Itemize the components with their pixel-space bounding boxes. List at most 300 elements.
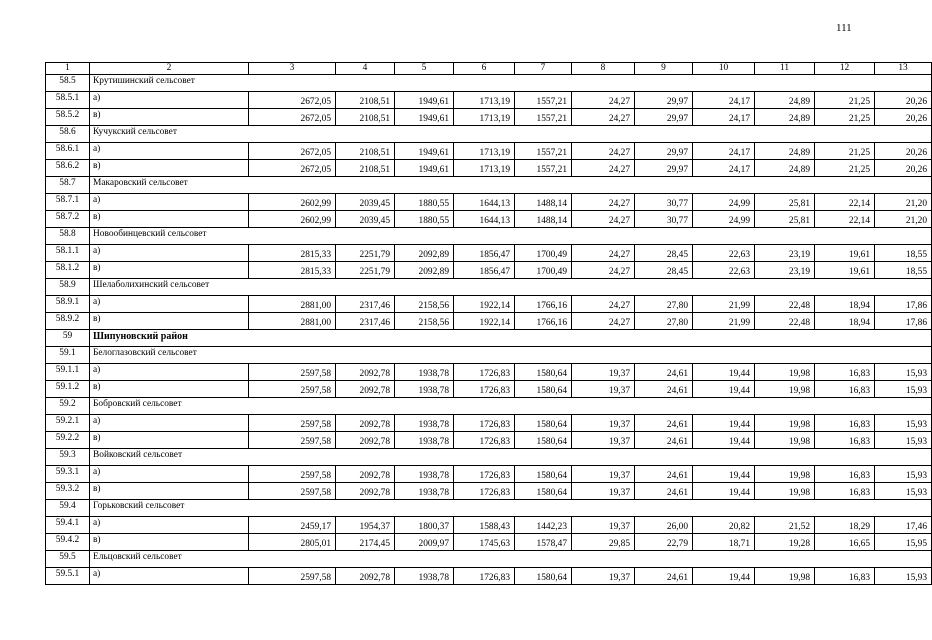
value-cell: 1954,37 (336, 517, 395, 534)
value-cell: 2092,78 (336, 381, 395, 398)
table-row (46, 568, 932, 585)
table-row (46, 466, 932, 483)
value-cell: 2672,05 (249, 92, 336, 109)
value-cell: 24,17 (693, 109, 755, 126)
section-row (46, 177, 932, 194)
value-cell: 24,61 (635, 415, 693, 432)
value-cell: 27,80 (635, 313, 693, 330)
value-cell: 1726,83 (454, 381, 515, 398)
value-cell: 21,25 (815, 143, 875, 160)
row-code: 58.5.1 (46, 92, 90, 109)
row-name: в) (90, 109, 249, 126)
value-cell: 24,61 (635, 466, 693, 483)
row-name: в) (90, 313, 249, 330)
value-cell: 25,81 (755, 211, 815, 228)
section-row (46, 279, 932, 296)
value-cell: 1726,83 (454, 364, 515, 381)
section-row (46, 449, 932, 466)
row-name: в) (90, 432, 249, 449)
row-code: 58.8 (46, 228, 90, 245)
value-cell: 15,93 (875, 381, 932, 398)
table-row (46, 262, 932, 279)
value-cell: 2092,89 (395, 245, 454, 262)
row-code: 58.9.2 (46, 313, 90, 330)
row-name: а) (90, 194, 249, 211)
value-cell: 24,27 (572, 143, 635, 160)
district-row (46, 330, 932, 347)
row-name: Новообинцевский сельсовет (90, 228, 932, 245)
value-cell: 1726,83 (454, 466, 515, 483)
value-cell: 24,27 (572, 92, 635, 109)
table-row (46, 296, 932, 313)
value-cell: 1938,78 (395, 364, 454, 381)
value-cell: 1880,55 (395, 194, 454, 211)
value-cell: 19,98 (755, 364, 815, 381)
value-cell: 19,37 (572, 483, 635, 500)
value-cell: 30,77 (635, 194, 693, 211)
value-cell: 1949,61 (395, 160, 454, 177)
value-cell: 2039,45 (336, 194, 395, 211)
value-cell: 2108,51 (336, 92, 395, 109)
value-cell: 1938,78 (395, 432, 454, 449)
table-row (46, 194, 932, 211)
value-cell: 1856,47 (454, 262, 515, 279)
value-cell: 24,89 (755, 109, 815, 126)
row-code: 59.5 (46, 551, 90, 568)
column-header: 4 (336, 63, 395, 75)
value-cell: 15,93 (875, 466, 932, 483)
value-cell: 2251,79 (336, 262, 395, 279)
value-cell: 19,44 (693, 432, 755, 449)
value-cell: 22,48 (755, 313, 815, 330)
value-cell: 1713,19 (454, 92, 515, 109)
value-cell: 1938,78 (395, 381, 454, 398)
row-code: 59 (46, 330, 90, 347)
row-code: 59.4.1 (46, 517, 90, 534)
value-cell: 1557,21 (515, 160, 572, 177)
value-cell: 2108,51 (336, 160, 395, 177)
row-code: 58.1.2 (46, 262, 90, 279)
value-cell: 24,17 (693, 160, 755, 177)
value-cell: 2092,78 (336, 415, 395, 432)
value-cell: 19,98 (755, 466, 815, 483)
value-cell: 2317,46 (336, 296, 395, 313)
table-row (46, 483, 932, 500)
value-cell: 22,63 (693, 262, 755, 279)
value-cell: 1800,37 (395, 517, 454, 534)
section-row (46, 551, 932, 568)
value-cell: 1644,13 (454, 211, 515, 228)
value-cell: 15,93 (875, 483, 932, 500)
row-code: 59.1.2 (46, 381, 90, 398)
value-cell: 24,27 (572, 211, 635, 228)
column-number-row (46, 63, 932, 75)
value-cell: 1713,19 (454, 143, 515, 160)
value-cell: 1726,83 (454, 432, 515, 449)
row-code: 58.9.1 (46, 296, 90, 313)
value-cell: 2009,97 (395, 534, 454, 551)
value-cell: 16,83 (815, 364, 875, 381)
column-header: 13 (875, 63, 932, 75)
value-cell: 22,14 (815, 211, 875, 228)
value-cell: 15,93 (875, 415, 932, 432)
value-cell: 24,61 (635, 364, 693, 381)
value-cell: 16,83 (815, 415, 875, 432)
value-cell: 1580,64 (515, 483, 572, 500)
value-cell: 22,63 (693, 245, 755, 262)
value-cell: 1644,13 (454, 194, 515, 211)
value-cell: 18,94 (815, 313, 875, 330)
row-name: а) (90, 415, 249, 432)
row-code: 58.6.1 (46, 143, 90, 160)
value-cell: 22,48 (755, 296, 815, 313)
tariff-table (45, 62, 932, 585)
value-cell: 19,37 (572, 364, 635, 381)
value-cell: 1766,16 (515, 313, 572, 330)
value-cell: 24,89 (755, 92, 815, 109)
row-code: 58.5.2 (46, 109, 90, 126)
value-cell: 1488,14 (515, 211, 572, 228)
value-cell: 19,98 (755, 483, 815, 500)
value-cell: 1880,55 (395, 211, 454, 228)
value-cell: 16,83 (815, 568, 875, 585)
value-cell: 21,99 (693, 313, 755, 330)
value-cell: 2317,46 (336, 313, 395, 330)
value-cell: 1713,19 (454, 109, 515, 126)
value-cell: 30,77 (635, 211, 693, 228)
row-name: а) (90, 143, 249, 160)
value-cell: 1949,61 (395, 92, 454, 109)
value-cell: 17,46 (875, 517, 932, 534)
value-cell: 20,26 (875, 109, 932, 126)
value-cell: 24,27 (572, 109, 635, 126)
value-cell: 1922,14 (454, 313, 515, 330)
value-cell: 1856,47 (454, 245, 515, 262)
column-header: 7 (515, 63, 572, 75)
value-cell: 2158,56 (395, 313, 454, 330)
value-cell: 2672,05 (249, 160, 336, 177)
table-row (46, 381, 932, 398)
value-cell: 1580,64 (515, 364, 572, 381)
column-header: 10 (693, 63, 755, 75)
value-cell: 1580,64 (515, 568, 572, 585)
value-cell: 19,37 (572, 568, 635, 585)
value-cell: 2805,01 (249, 534, 336, 551)
row-code: 58.9 (46, 279, 90, 296)
value-cell: 19,61 (815, 245, 875, 262)
row-name: в) (90, 211, 249, 228)
value-cell: 2597,58 (249, 483, 336, 500)
row-name: Макаровский сельсовет (90, 177, 932, 194)
value-cell: 24,27 (572, 313, 635, 330)
value-cell: 19,44 (693, 483, 755, 500)
value-cell: 16,83 (815, 381, 875, 398)
value-cell: 19,98 (755, 381, 815, 398)
value-cell: 20,26 (875, 92, 932, 109)
value-cell: 2092,78 (336, 432, 395, 449)
table-row (46, 364, 932, 381)
section-row (46, 398, 932, 415)
row-code: 59.4.2 (46, 534, 90, 551)
table-row (46, 143, 932, 160)
value-cell: 2251,79 (336, 245, 395, 262)
column-header: 8 (572, 63, 635, 75)
value-cell: 2602,99 (249, 194, 336, 211)
value-cell: 18,29 (815, 517, 875, 534)
row-name: Шелаболихинский сельсовет (90, 279, 932, 296)
value-cell: 1588,43 (454, 517, 515, 534)
value-cell: 19,44 (693, 364, 755, 381)
column-header: 6 (454, 63, 515, 75)
value-cell: 24,27 (572, 262, 635, 279)
value-cell: 19,37 (572, 466, 635, 483)
row-name: а) (90, 245, 249, 262)
value-cell: 26,00 (635, 517, 693, 534)
value-cell: 2597,58 (249, 466, 336, 483)
value-cell: 20,82 (693, 517, 755, 534)
value-cell: 2597,58 (249, 415, 336, 432)
value-cell: 1580,64 (515, 432, 572, 449)
value-cell: 17,86 (875, 296, 932, 313)
value-cell: 19,28 (755, 534, 815, 551)
row-name: Крутишинский сельсовет (90, 75, 932, 92)
row-code: 59.2.1 (46, 415, 90, 432)
value-cell: 21,99 (693, 296, 755, 313)
table-row (46, 160, 932, 177)
table-row (46, 245, 932, 262)
value-cell: 2881,00 (249, 296, 336, 313)
value-cell: 2597,58 (249, 432, 336, 449)
value-cell: 1700,49 (515, 245, 572, 262)
table-row (46, 534, 932, 551)
value-cell: 18,55 (875, 262, 932, 279)
value-cell: 24,61 (635, 432, 693, 449)
value-cell: 1557,21 (515, 92, 572, 109)
column-header: 3 (249, 63, 336, 75)
row-code: 58.6 (46, 126, 90, 143)
row-code: 59.3.1 (46, 466, 90, 483)
table-row (46, 92, 932, 109)
row-code: 59.4 (46, 500, 90, 517)
column-header: 2 (90, 63, 249, 75)
value-cell: 15,93 (875, 568, 932, 585)
value-cell: 19,61 (815, 262, 875, 279)
value-cell: 2815,33 (249, 262, 336, 279)
value-cell: 28,45 (635, 262, 693, 279)
value-cell: 15,95 (875, 534, 932, 551)
row-name: Белоглазовский сельсовет (90, 347, 932, 364)
value-cell: 29,97 (635, 109, 693, 126)
value-cell: 24,27 (572, 296, 635, 313)
value-cell: 15,93 (875, 364, 932, 381)
section-row (46, 228, 932, 245)
value-cell: 28,45 (635, 245, 693, 262)
row-name: а) (90, 568, 249, 585)
value-cell: 16,83 (815, 466, 875, 483)
column-header: 12 (815, 63, 875, 75)
value-cell: 2459,17 (249, 517, 336, 534)
value-cell: 2092,78 (336, 364, 395, 381)
value-cell: 24,27 (572, 194, 635, 211)
row-code: 59.1 (46, 347, 90, 364)
value-cell: 19,37 (572, 381, 635, 398)
value-cell: 27,80 (635, 296, 693, 313)
value-cell: 2672,05 (249, 109, 336, 126)
value-cell: 2039,45 (336, 211, 395, 228)
value-cell: 24,89 (755, 143, 815, 160)
value-cell: 1557,21 (515, 143, 572, 160)
value-cell: 20,26 (875, 160, 932, 177)
value-cell: 19,37 (572, 517, 635, 534)
value-cell: 1922,14 (454, 296, 515, 313)
row-code: 59.3.2 (46, 483, 90, 500)
row-code: 58.7.1 (46, 194, 90, 211)
value-cell: 1949,61 (395, 143, 454, 160)
value-cell: 1726,83 (454, 483, 515, 500)
value-cell: 2672,05 (249, 143, 336, 160)
value-cell: 29,97 (635, 92, 693, 109)
value-cell: 21,25 (815, 160, 875, 177)
value-cell: 29,97 (635, 143, 693, 160)
row-code: 58.5 (46, 75, 90, 92)
value-cell: 2597,58 (249, 381, 336, 398)
value-cell: 18,55 (875, 245, 932, 262)
value-cell: 23,19 (755, 245, 815, 262)
value-cell: 18,71 (693, 534, 755, 551)
row-name: а) (90, 296, 249, 313)
row-name: а) (90, 92, 249, 109)
value-cell: 22,79 (635, 534, 693, 551)
value-cell: 19,98 (755, 432, 815, 449)
value-cell: 21,52 (755, 517, 815, 534)
value-cell: 1938,78 (395, 568, 454, 585)
value-cell: 18,94 (815, 296, 875, 313)
value-cell: 1938,78 (395, 415, 454, 432)
row-name: Ельцовский сельсовет (90, 551, 932, 568)
row-name: в) (90, 160, 249, 177)
value-cell: 2602,99 (249, 211, 336, 228)
value-cell: 24,89 (755, 160, 815, 177)
row-code: 59.2.2 (46, 432, 90, 449)
page-number: 111 (836, 22, 852, 34)
value-cell: 1938,78 (395, 483, 454, 500)
column-header: 9 (635, 63, 693, 75)
value-cell: 1580,64 (515, 381, 572, 398)
row-name: Войковский сельсовет (90, 449, 932, 466)
value-cell: 1766,16 (515, 296, 572, 313)
value-cell: 24,61 (635, 568, 693, 585)
value-cell: 2092,89 (395, 262, 454, 279)
row-name: Бобровский сельсовет (90, 398, 932, 415)
row-name: Горьковский сельсовет (90, 500, 932, 517)
value-cell: 29,97 (635, 160, 693, 177)
row-name: а) (90, 517, 249, 534)
value-cell: 21,25 (815, 92, 875, 109)
value-cell: 1949,61 (395, 109, 454, 126)
row-name: Кучукский сельсовет (90, 126, 932, 143)
row-code: 59.2 (46, 398, 90, 415)
value-cell: 1580,64 (515, 415, 572, 432)
row-name: в) (90, 381, 249, 398)
table-row (46, 109, 932, 126)
value-cell: 16,83 (815, 483, 875, 500)
value-cell: 2108,51 (336, 109, 395, 126)
value-cell: 2092,78 (336, 568, 395, 585)
value-cell: 1700,49 (515, 262, 572, 279)
value-cell: 19,37 (572, 415, 635, 432)
column-header: 1 (46, 63, 90, 75)
value-cell: 29,85 (572, 534, 635, 551)
value-cell: 19,44 (693, 381, 755, 398)
column-header: 5 (395, 63, 454, 75)
row-code: 59.1.1 (46, 364, 90, 381)
value-cell: 1745,63 (454, 534, 515, 551)
value-cell: 1442,23 (515, 517, 572, 534)
section-row (46, 126, 932, 143)
table-row (46, 313, 932, 330)
value-cell: 24,27 (572, 245, 635, 262)
value-cell: 24,99 (693, 194, 755, 211)
value-cell: 21,20 (875, 211, 932, 228)
row-code: 58.7.2 (46, 211, 90, 228)
value-cell: 1578,47 (515, 534, 572, 551)
value-cell: 1726,83 (454, 415, 515, 432)
value-cell: 23,19 (755, 262, 815, 279)
value-cell: 19,44 (693, 415, 755, 432)
value-cell: 1580,64 (515, 466, 572, 483)
section-row (46, 75, 932, 92)
value-cell: 2597,58 (249, 568, 336, 585)
value-cell: 2597,58 (249, 364, 336, 381)
value-cell: 19,98 (755, 568, 815, 585)
row-name: Шипуновский район (90, 330, 932, 347)
table-row (46, 517, 932, 534)
table-row (46, 415, 932, 432)
value-cell: 21,25 (815, 109, 875, 126)
table-row (46, 211, 932, 228)
row-name: в) (90, 534, 249, 551)
value-cell: 25,81 (755, 194, 815, 211)
value-cell: 19,44 (693, 568, 755, 585)
value-cell: 24,61 (635, 483, 693, 500)
row-name: а) (90, 466, 249, 483)
value-cell: 24,99 (693, 211, 755, 228)
section-row (46, 500, 932, 517)
value-cell: 1938,78 (395, 466, 454, 483)
value-cell: 19,44 (693, 466, 755, 483)
row-code: 59.3 (46, 449, 90, 466)
section-row (46, 347, 932, 364)
value-cell: 16,83 (815, 432, 875, 449)
value-cell: 24,61 (635, 381, 693, 398)
value-cell: 1557,21 (515, 109, 572, 126)
value-cell: 16,65 (815, 534, 875, 551)
value-cell: 20,26 (875, 143, 932, 160)
value-cell: 24,27 (572, 160, 635, 177)
value-cell: 1726,83 (454, 568, 515, 585)
value-cell: 21,20 (875, 194, 932, 211)
row-code: 59.5.1 (46, 568, 90, 585)
row-name: а) (90, 364, 249, 381)
row-code: 58.6.2 (46, 160, 90, 177)
row-code: 58.7 (46, 177, 90, 194)
value-cell: 19,98 (755, 415, 815, 432)
value-cell: 2174,45 (336, 534, 395, 551)
value-cell: 2092,78 (336, 466, 395, 483)
row-code: 58.1.1 (46, 245, 90, 262)
table-row (46, 432, 932, 449)
row-name: в) (90, 483, 249, 500)
